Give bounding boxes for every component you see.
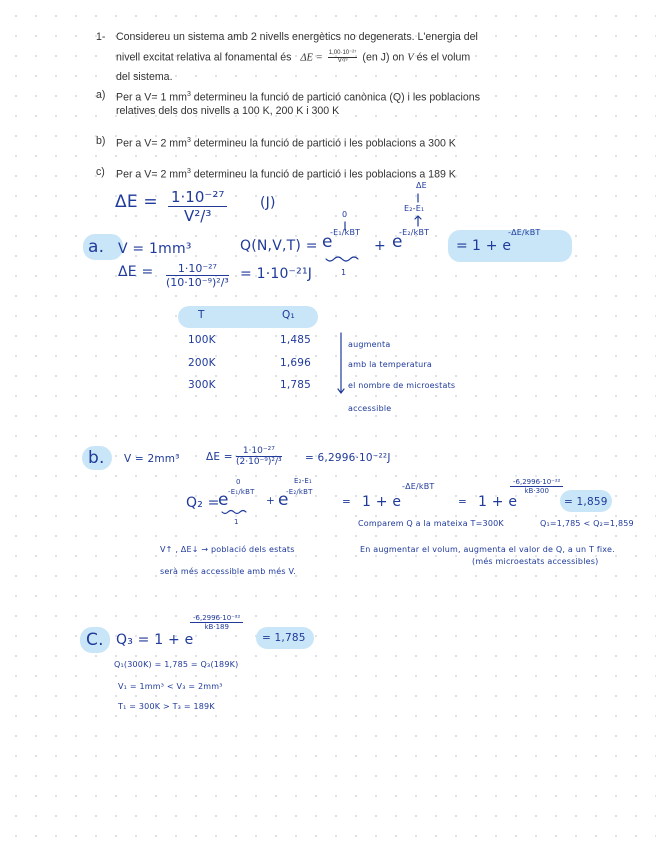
a-volume: V = 1mm³ — [118, 241, 192, 257]
b-de-lhs: ΔE = — [206, 451, 233, 463]
table-head-t: T — [198, 309, 205, 321]
b-e1: e — [218, 490, 229, 510]
b-wavy-underline — [222, 511, 246, 514]
b-one-plus-e: 1 + e — [362, 494, 402, 510]
c-line-2: V₁ = 1mm³ < V₃ = 2mm³ — [118, 682, 223, 691]
b-q-lhs: Q₂ = — [186, 495, 220, 511]
b-note-4: (més microestats accessibles) — [472, 557, 599, 566]
table-head-q: Q₁ — [282, 309, 295, 321]
row-2-q: 1,696 — [280, 357, 312, 369]
a-e2e1: E₂-E₁ — [404, 204, 425, 213]
row-1-q: 1,485 — [280, 334, 312, 346]
de-def-lhs: ΔE = — [115, 192, 158, 212]
a-q-lhs: Q(N,V,T) = — [240, 238, 318, 254]
c-q: Q₃ = 1 + e — [116, 632, 194, 648]
a-label: a. — [88, 237, 105, 257]
c-exp-den: kB·189 — [204, 623, 229, 631]
intro-line-2-a: nivell excitat relativa al fonamental és — [116, 51, 292, 64]
c-exp-num: -6,2996·10⁻²² — [190, 614, 243, 623]
b-result: = 1,859 — [564, 496, 608, 508]
de-def-unit: (J) — [260, 195, 276, 211]
b-exp4-den: kB·300 — [524, 487, 549, 495]
a-de-lhs: ΔE = — [118, 264, 154, 280]
b-label: b. — [88, 448, 105, 468]
part-a-text-1b: determineu la funció de partició canònica (Q) i les poblacions — [190, 91, 480, 104]
row-3-t: 300K — [188, 379, 216, 391]
row-1-t: 100K — [188, 334, 216, 346]
row-2-t: 200K — [188, 357, 216, 369]
formula-num: 1,00·10⁻²⁷ — [328, 50, 357, 56]
a-exp3: -ΔE/kBT — [508, 228, 541, 237]
b-de-value: = 6,2996·10⁻²²J — [305, 452, 391, 464]
part-a-text-1a: Per a V= 1 mm — [116, 91, 187, 104]
cube-sup: 3 — [186, 168, 191, 175]
side-note-3: el nombre de microestats — [348, 381, 456, 390]
a-de-top: ΔE — [416, 181, 427, 190]
side-note-4: accessible — [348, 404, 392, 413]
intro-line-1: Considereu un sistema amb 2 nivells energètics no degenerats. L'energia del — [116, 31, 478, 43]
de-def-num: 1·10⁻²⁷ — [168, 188, 227, 207]
a-e2: e — [392, 232, 403, 252]
intro-line-2-c: és el volum — [416, 51, 471, 64]
b-one-plus-e2: 1 + e — [478, 494, 518, 510]
b-exp2: -E₂/kBT — [286, 488, 313, 496]
a-wavy-underline — [326, 257, 358, 261]
part-b-label: b) — [96, 135, 106, 147]
side-note-1: augmenta — [348, 340, 391, 349]
b-exp4-num: -6,2996·10⁻²² — [510, 478, 563, 487]
b-plus: + — [266, 495, 275, 507]
b-exp3: -ΔE/kBT — [402, 482, 435, 491]
part-c-text-a: Per a V= 2 mm — [116, 168, 187, 181]
b-volume: V = 2mm³ — [124, 453, 180, 465]
problem-number: 1- — [96, 31, 106, 43]
b-de-den: (2·10⁻⁹)²/³ — [236, 457, 282, 467]
b-compare-a: Comparem Q a la mateixa T=300K — [358, 519, 504, 528]
b-zero: 0 — [236, 478, 241, 486]
b-de-num: 1·10⁻²⁷ — [236, 446, 282, 457]
a-exp1: -E₁/kBT — [330, 228, 361, 237]
intro-line-2-b: (en J) on — [362, 51, 405, 64]
formula-lhs: ΔE = — [300, 52, 323, 64]
b-eq2: = — [458, 496, 467, 508]
side-note-2: amb la temperatura — [348, 360, 433, 369]
formula-den: V²/³ — [337, 58, 348, 64]
b-e2e1: E₂-E₁ — [294, 477, 312, 485]
a-one-plus-e: 1 + e — [472, 238, 512, 254]
a-de-den: (10·10⁻⁹)²/³ — [166, 276, 229, 289]
part-b-text-b: determineu la funció de partició i les poblacions a 300 K — [190, 137, 456, 150]
part-a-line-2: relatives dels dos nivells a 100 K, 200 K i 300 K — [116, 105, 340, 117]
a-e1: e — [322, 232, 333, 252]
part-c-label: c) — [96, 166, 105, 178]
c-line-1: Q₁(300K) = 1,785 = Q₃(189K) — [114, 660, 239, 669]
c-result: = 1,785 — [262, 632, 306, 644]
part-a-label: a) — [96, 89, 106, 101]
b-one-under: 1 — [234, 518, 239, 526]
cube-sup: 3 — [186, 91, 191, 98]
b-note-1: V↑ , ΔE↓ → població dels estats — [160, 545, 295, 554]
a-de-num: 1·10⁻²⁷ — [166, 262, 229, 276]
part-c-text-b: determineu la funció de partició i les poblacions a 189 K — [190, 168, 456, 181]
a-zero: 0 — [342, 210, 348, 219]
intro-line-3: del sistema. — [116, 71, 173, 83]
a-plus: + — [374, 238, 386, 254]
a-exp2: -E₂/kBT — [399, 228, 430, 237]
b-compare-b: Q₁=1,785 < Q₂=1,859 — [540, 519, 634, 528]
de-def-den: V²/³ — [184, 207, 212, 225]
b-eq1: = — [342, 496, 351, 508]
c-label: C. — [86, 630, 104, 650]
volume-symbol: V — [407, 52, 414, 64]
a-one-under: 1 — [341, 268, 347, 277]
a-eq: = — [456, 238, 468, 254]
a-de-value: = 1·10⁻²¹J — [240, 266, 313, 282]
b-note-2: serà més accessible amb més V. — [160, 567, 296, 576]
row-3-q: 1,785 — [280, 379, 312, 391]
b-note-3: En augmentar el volum, augmenta el valor de Q, a un T fixe. — [360, 545, 615, 554]
cube-sup: 3 — [186, 137, 191, 144]
b-e2: e — [278, 490, 289, 510]
part-b-text-a: Per a V= 2 mm — [116, 137, 187, 150]
a-arrow-up — [415, 216, 421, 226]
side-bracket — [338, 333, 344, 393]
c-line-3: T₁ = 300K > T₃ = 189K — [118, 702, 215, 711]
b-exp1: -E₁/kBT — [228, 488, 255, 496]
